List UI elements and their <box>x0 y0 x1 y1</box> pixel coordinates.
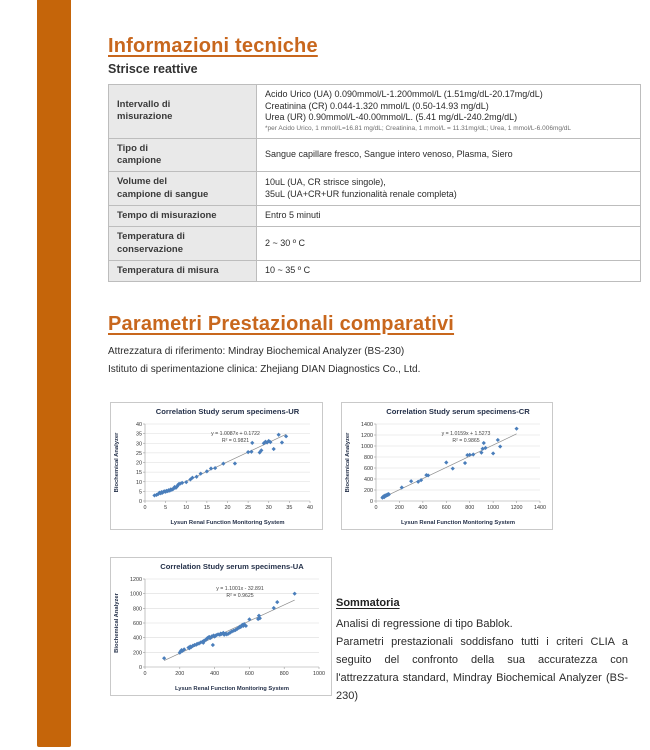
svg-text:35: 35 <box>136 431 142 438</box>
svg-text:20: 20 <box>224 505 231 511</box>
svg-text:600: 600 <box>133 621 142 627</box>
svg-text:400: 400 <box>364 477 373 483</box>
spec-table <box>108 84 641 282</box>
svg-text:15: 15 <box>203 505 210 511</box>
section-title-tech: Informazioni tecniche <box>108 35 318 57</box>
svg-text:1000: 1000 <box>130 591 142 598</box>
svg-text:Biochemical Analyzer: Biochemical Analyzer <box>345 432 351 493</box>
row-label: Intervallo di misurazione <box>109 85 257 139</box>
svg-text:0: 0 <box>370 499 373 505</box>
svg-text:35: 35 <box>286 505 293 511</box>
summary-paragraph: Parametri prestazionali soddisfano tutti i criteri CLIA a seguito del confronto della sua accuratezza con l'attrezzatura standard, Mindray Biochemical Analyzer (BS-230) <box>336 636 628 702</box>
row-note: *per Acido Urico, 1 mmol/L=16.81 mg/dL; Creatinina, 1 mmol/L = 11.31mg/dL; Urea, 1 mmol/L-6.006mg/dL <box>265 125 572 133</box>
svg-text:Lysun Renal Function Monitorin: Lysun Renal Function Monitoring System <box>400 520 516 526</box>
svg-text:1200: 1200 <box>361 433 373 439</box>
row-value: Entro 5 minuti <box>257 205 641 226</box>
table-row <box>109 172 641 206</box>
svg-text:400: 400 <box>133 635 142 642</box>
summary-line-regression: Analisi di regressione di tipo Bablok. <box>336 618 513 630</box>
svg-text:10: 10 <box>183 505 190 511</box>
row-label: Temperatura di misura <box>109 260 257 281</box>
row-label: Tempo di misurazione <box>109 205 257 226</box>
svg-text:20: 20 <box>136 460 142 467</box>
svg-text:Correlation Study serum specim: Correlation Study serum specimens-CR <box>386 407 530 416</box>
svg-text:0: 0 <box>139 665 142 671</box>
svg-text:15: 15 <box>136 470 142 477</box>
svg-text:1000: 1000 <box>313 671 325 677</box>
svg-text:200: 200 <box>133 650 142 657</box>
spec-table-body <box>109 85 641 282</box>
svg-text:40: 40 <box>307 505 313 511</box>
row-label: Volume del campione di sangue <box>109 172 257 206</box>
chart-correlation-ua <box>110 557 332 696</box>
row-value: 10 ~ 35 º C <box>257 260 641 281</box>
svg-text:R² = 0.9865: R² = 0.9865 <box>452 438 480 444</box>
table-row <box>109 260 641 281</box>
svg-text:30: 30 <box>136 441 142 448</box>
svg-text:Biochemical Analyzer: Biochemical Analyzer <box>114 432 120 493</box>
svg-text:1000: 1000 <box>487 505 500 511</box>
svg-text:800: 800 <box>465 505 475 511</box>
svg-text:0: 0 <box>143 671 147 677</box>
summary-block <box>336 597 628 705</box>
svg-text:y = 1.0159x + 1.5273: y = 1.0159x + 1.5273 <box>441 431 491 437</box>
row-value: Sangue capillare fresco, Sangue intero venoso, Plasma, Siero <box>257 138 641 172</box>
section-title-performance: Parametri Prestazionali comparativi <box>108 313 455 335</box>
svg-text:Lysun Renal Function Monitorin: Lysun Renal Function Monitoring System <box>170 520 285 526</box>
row-label: Temperatura di conservazione <box>109 227 257 261</box>
svg-text:600: 600 <box>364 466 373 472</box>
svg-text:30: 30 <box>265 505 272 511</box>
row-value: 10uL (UA, CR strisce singole), 35uL (UA+CR+UR funzionalità renale completa) <box>257 172 641 206</box>
svg-text:Correlation Study serum specim: Correlation Study serum specimens-UA <box>160 562 304 571</box>
svg-text:R² = 0.9821: R² = 0.9821 <box>221 438 250 444</box>
chart-correlation-ur <box>110 402 323 530</box>
svg-text:1200: 1200 <box>130 577 142 583</box>
row-label: Tipo di campione <box>109 138 257 172</box>
svg-text:400: 400 <box>210 671 220 677</box>
svg-text:1200: 1200 <box>510 505 523 511</box>
orange-side-bar <box>37 0 71 747</box>
row-value: Acido Urico (UA) 0.090mmol/L-1.200mmol/L (1.51mg/dL-20.17mg/dL) Creatinina (CR) 0.044-1.320 mmol/L (0.50-14.93 mg/dL) Urea (UR) 0.90mmol/L-40.00mmol/L. (5.41 mg/dL-240.2mg/dL) *per Acido Urico, 1 mmol/L=16.81 mg/dL; Creatinina, 1 mmol/L = 11.31mg/dL; Urea, 1 mmol/L-6.006mg/dL <box>257 85 641 139</box>
svg-text:Lysun Renal Function Monitorin: Lysun Renal Function Monitoring System <box>174 686 290 692</box>
subtitle-reactive-strips: Strisce reattive <box>108 62 198 76</box>
svg-text:Correlation Study serum specim: Correlation Study serum specimens-UR <box>155 407 300 416</box>
svg-text:1400: 1400 <box>361 422 373 428</box>
svg-text:5: 5 <box>139 489 142 496</box>
svg-text:R² = 0.9625: R² = 0.9625 <box>226 593 254 599</box>
svg-text:0: 0 <box>139 499 142 505</box>
svg-text:800: 800 <box>364 455 373 461</box>
table-row <box>109 205 641 226</box>
svg-text:400: 400 <box>418 505 428 511</box>
summary-title: Sommatoria <box>336 597 400 609</box>
svg-text:10: 10 <box>136 479 142 486</box>
svg-text:5: 5 <box>164 505 168 511</box>
svg-text:Biochemical Analyzer: Biochemical Analyzer <box>114 593 120 653</box>
svg-text:1000: 1000 <box>361 444 373 450</box>
svg-text:200: 200 <box>364 488 373 494</box>
svg-text:200: 200 <box>394 505 404 511</box>
svg-text:800: 800 <box>133 606 142 613</box>
clinical-institute-line: Istituto di sperimentazione clinica: Zhejiang DIAN Diagnostics Co., Ltd. <box>108 364 421 375</box>
table-row <box>109 138 641 172</box>
svg-text:0: 0 <box>143 505 147 511</box>
svg-text:40: 40 <box>136 422 142 428</box>
svg-text:25: 25 <box>245 505 252 511</box>
svg-text:600: 600 <box>441 505 451 511</box>
svg-text:600: 600 <box>244 671 254 677</box>
svg-text:25: 25 <box>136 450 142 457</box>
svg-text:y = 1.0087x + 0.1722: y = 1.0087x + 0.1722 <box>211 431 260 437</box>
row-value: 2 ~ 30 º C <box>257 227 641 261</box>
svg-text:0: 0 <box>374 505 378 511</box>
svg-text:800: 800 <box>279 671 289 677</box>
svg-text:y = 1.1001x - 32.891: y = 1.1001x - 32.891 <box>216 586 264 592</box>
reference-equipment-line: Attrezzatura di riferimento: Mindray Biochemical Analyzer (BS-230) <box>108 346 405 357</box>
svg-text:1400: 1400 <box>534 505 546 511</box>
chart-correlation-cr <box>341 402 553 530</box>
table-row <box>109 85 641 139</box>
svg-text:200: 200 <box>175 671 185 677</box>
table-row <box>109 227 641 261</box>
